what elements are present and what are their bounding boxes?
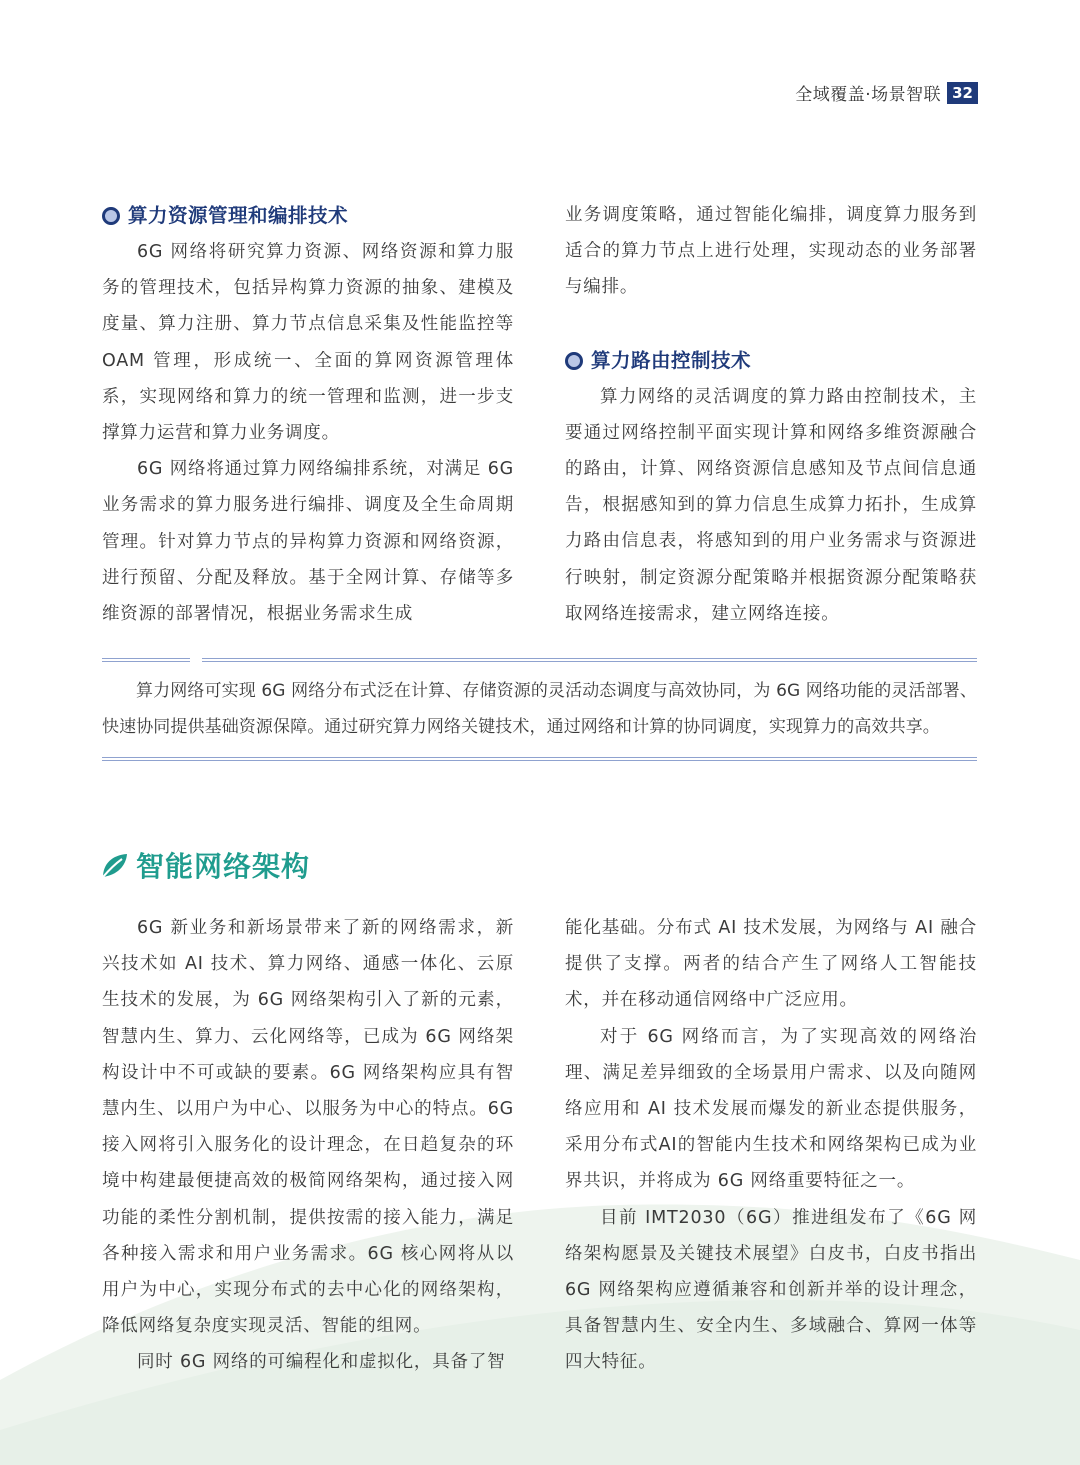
paragraph: 6G 新业务和新场景带来了新的网络需求，新兴技术如 AI 技术、算力网络、通感一体化、云原生技术的发展，为 6G 网络架构引入了新的元素，智慧内生、算力、云化网络等，已成为 6G 网络架构设计中不可或缺的要素。6G 网络架构应具有智慧内生、以用户为中心、以服务为中心的特点。6G 接入网将引入服务化的设计理念，在日趋复杂的环境中构建最便捷高效的极简网络架构，通过接入网功能的柔性分割机制，提供按需的接入能力，满足各种接入需求和用户业务需求。6G 核心网将从以用户为中心，实现分布式的去中心化的网络架构，降低网络复杂度实现灵活、智能的组网。	[102, 918, 514, 1337]
summary-box	[102, 673, 977, 745]
summary-bottom-rule	[102, 757, 977, 763]
subheading-text: 算力路由控制技术	[591, 348, 752, 372]
leaf-icon	[100, 850, 130, 880]
paragraph: 算力网络的灵活调度的算力路由控制技术，主要通过网络控制平面实现计算和网络多维资源融合的路由，计算、网络资源信息感知及节点间信息通告，根据感知到的算力信息生成算力拓扑，生成算力路由信息表，将感知到的用户业务需求与资源进行映射，制定资源分配策略并根据资源分配策略获取网络连接需求，建立网络连接。	[565, 386, 977, 624]
paragraph: 同时 6G 网络的可编程化和虚拟化，具备了智	[137, 1352, 506, 1373]
top-right-column	[565, 197, 977, 632]
paragraph: 6G 网络将研究算力资源、网络资源和算力服务的管理技术，包括异构算力资源的抽象、建模及度量、算力注册、算力节点信息采集及性能监控等 OAM 管理，形成统一、全面的算网资源管理体系，实现网络和算力的统一管理和监测，进一步支撑算力运营和算力业务调度。	[102, 242, 514, 444]
circle-bullet-icon	[102, 207, 120, 225]
page-header	[795, 80, 978, 105]
summary-top-rule	[102, 656, 977, 664]
subheading-compute-routing	[565, 343, 977, 379]
bottom-left-column	[102, 910, 514, 1381]
summary-text: 算力网络可实现 6G 网络分布式泛在计算、存储资源的灵活动态调度与高效协同，为 6G 网络功能的灵活部署、快速协同提供基础资源保障。通过研究算力网络关键技术，通过网络和计算的协同调度，实现算力的高效共享。	[102, 681, 977, 737]
header-title: 全域覆盖·场景智联	[795, 85, 942, 105]
circle-bullet-icon	[565, 352, 583, 370]
subheading-text: 算力资源管理和编排技术	[128, 204, 349, 227]
paragraph: 对于 6G 网络而言，为了实现高效的网络治理、满足差异细致的全场景用户需求、以及向随网络应用和 AI 技术发展而爆发的新业态提供服务，采用分布式AI的智能内生技术和网络架构已成为业界共识，并将成为 6G 网络重要特征之一。	[565, 1026, 977, 1192]
top-left-column	[102, 198, 514, 632]
paragraph: 目前 IMT2030（6G）推进组发布了《6G 网络架构愿景及关键技术展望》白皮书，白皮书指出 6G 网络架构应遵循兼容和创新并举的设计理念，具备智慧内生、安全内生、多域融合、算网一体等四大特征。	[565, 1207, 977, 1373]
page-number: 32	[947, 82, 978, 104]
section-heading	[100, 845, 310, 885]
paragraph-continued: 业务调度策略，通过智能化编排，调度算力服务到适合的算力节点上进行处理，实现动态的业务部署与编排。	[565, 205, 977, 298]
paragraph-continued: 能化基础。分布式 AI 技术发展，为网络与 AI 融合提供了支撑。两者的结合产生了网络人工智能技术，并在移动通信网络中广泛应用。	[565, 918, 977, 1011]
paragraph: 6G 网络将通过算力网络编排系统，对满足 6G 业务需求的算力服务进行编排、调度及全生命周期管理。针对算力节点的异构算力资源和网络资源，进行预留、分配及释放。基于全网计算、存储等多维资源的部署情况，根据业务需求生成	[102, 459, 514, 625]
bottom-right-column	[565, 910, 977, 1381]
subheading-compute-resource	[102, 198, 514, 234]
section-title: 智能网络架构	[136, 850, 311, 883]
